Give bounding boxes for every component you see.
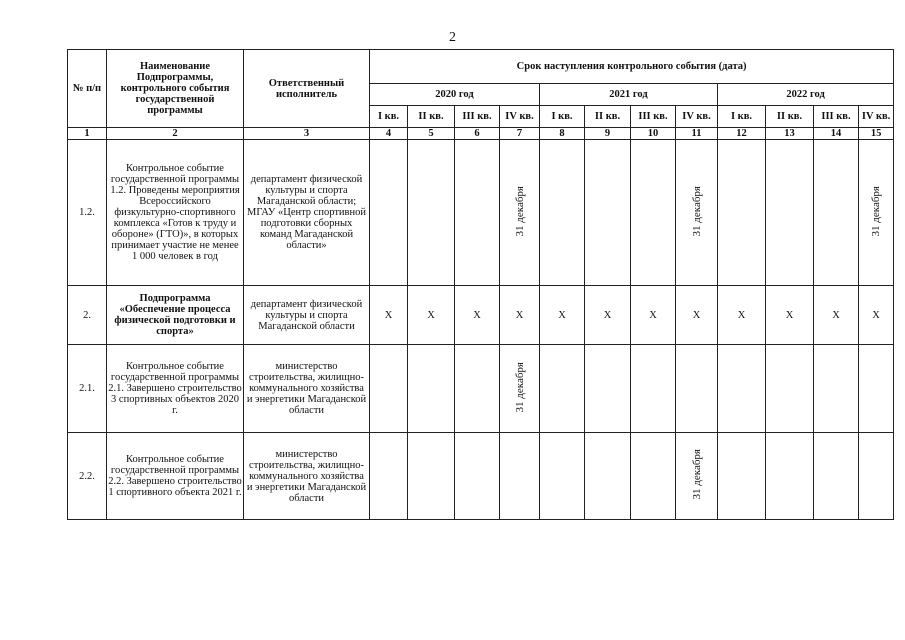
column-number: 8 (540, 128, 585, 140)
header-quarter: II кв. (585, 106, 631, 128)
quarter-cell (408, 140, 455, 286)
table-row (68, 140, 894, 286)
row-number: 1.2. (68, 140, 107, 286)
column-number-row (68, 128, 894, 140)
page-number: 2 (449, 30, 456, 45)
row-number: 2.1. (68, 345, 107, 433)
header-row-1 (68, 50, 894, 84)
quarter-cell (766, 140, 814, 286)
header-year-2021: 2021 год (540, 84, 718, 106)
quarter-cell (631, 433, 676, 520)
header-quarter: III кв. (455, 106, 500, 128)
column-number: 5 (408, 128, 455, 140)
quarter-cell: Х (814, 286, 859, 345)
header-quarter: IV кв. (676, 106, 718, 128)
quarter-cell (585, 345, 631, 433)
quarter-cell: Х (500, 286, 540, 345)
header-quarter: IV кв. (859, 106, 894, 128)
column-number: 1 (68, 128, 107, 140)
quarter-cell (540, 140, 585, 286)
responsible-executor: департамент физической культуры и спорта Магаданской области; МГАУ «Центр спортивной подготовки сборных команд Магаданской области» (244, 140, 370, 286)
quarter-cell (455, 433, 500, 520)
quarter-cell (814, 140, 859, 286)
quarter-cell (500, 345, 540, 433)
quarter-cell (540, 433, 585, 520)
quarter-cell (676, 433, 718, 520)
quarter-cell (718, 140, 766, 286)
column-number: 3 (244, 128, 370, 140)
quarter-cell: Х (718, 286, 766, 345)
event-name: Контрольное событие государственной программы 2.1. Завершено строительство 3 спортивных объектов 2020 г. (107, 345, 244, 433)
quarter-cell (814, 345, 859, 433)
quarter-cell (585, 433, 631, 520)
quarter-cell (370, 345, 408, 433)
quarter-cell (370, 433, 408, 520)
header-quarter: II кв. (408, 106, 455, 128)
control-events-table (67, 49, 894, 520)
row-number: 2.2. (68, 433, 107, 520)
deadline-date: 31 декабря (690, 185, 703, 237)
header-quarter: I кв. (718, 106, 766, 128)
header-quarter: I кв. (540, 106, 585, 128)
column-number: 4 (370, 128, 408, 140)
responsible-executor: министерство строительства, жилищно-коммунального хозяйства и энергетики Магаданской области (244, 433, 370, 520)
quarter-cell (718, 433, 766, 520)
quarter-cell (455, 345, 500, 433)
deadline-date: 31 декабря (513, 361, 526, 413)
event-name: Контрольное событие государственной программы 2.2. Завершено строительство 1 спортивного объекта 2021 г. (107, 433, 244, 520)
quarter-cell (370, 140, 408, 286)
header-period: Срок наступления контрольного события (дата) (370, 50, 894, 84)
column-number: 9 (585, 128, 631, 140)
quarter-cell (500, 140, 540, 286)
quarter-cell: Х (631, 286, 676, 345)
quarter-cell: Х (676, 286, 718, 345)
header-year-2022: 2022 год (718, 84, 894, 106)
quarter-cell (676, 140, 718, 286)
quarter-cell (408, 433, 455, 520)
quarter-cell (585, 140, 631, 286)
column-number: 11 (676, 128, 718, 140)
column-number: 10 (631, 128, 676, 140)
column-number: 7 (500, 128, 540, 140)
table-row (68, 433, 894, 520)
table-row (68, 286, 894, 345)
quarter-cell (859, 433, 894, 520)
quarter-cell (814, 433, 859, 520)
quarter-cell: Х (370, 286, 408, 345)
event-name: Контрольное событие государственной программы 1.2. Проведены мероприятия Всероссийского физкультурно-спортивного комплекса «Готов к труду и обороне» (ГТО)», в которых принимает участие не менее 1 000 человек в год (107, 140, 244, 286)
header-quarter: IV кв. (500, 106, 540, 128)
quarter-cell: Х (766, 286, 814, 345)
column-number: 13 (766, 128, 814, 140)
quarter-cell (631, 140, 676, 286)
row-number: 2. (68, 286, 107, 345)
quarter-cell (408, 345, 455, 433)
column-number: 6 (455, 128, 500, 140)
quarter-cell: Х (540, 286, 585, 345)
quarter-cell (859, 345, 894, 433)
quarter-cell: Х (859, 286, 894, 345)
quarter-cell (500, 433, 540, 520)
deadline-date: 31 декабря (870, 185, 883, 237)
table-row (68, 345, 894, 433)
header-responsible: Ответственный исполнитель (244, 50, 370, 128)
quarter-cell (631, 345, 676, 433)
column-number: 12 (718, 128, 766, 140)
header-quarter: I кв. (370, 106, 408, 128)
header-year-2020: 2020 год (370, 84, 540, 106)
quarter-cell (766, 345, 814, 433)
header-quarter: II кв. (766, 106, 814, 128)
column-number: 2 (107, 128, 244, 140)
column-number: 15 (859, 128, 894, 140)
column-number: 14 (814, 128, 859, 140)
deadline-date: 31 декабря (690, 449, 703, 500)
quarter-cell: Х (455, 286, 500, 345)
quarter-cell (718, 345, 766, 433)
quarter-cell (859, 140, 894, 286)
quarter-cell (540, 345, 585, 433)
deadline-date: 31 декабря (513, 185, 526, 237)
quarter-cell: Х (585, 286, 631, 345)
quarter-cell (766, 433, 814, 520)
header-quarter: III кв. (631, 106, 676, 128)
responsible-executor: департамент физической культуры и спорта Магаданской области (244, 286, 370, 345)
header-name: Наименование Подпрограммы, контрольного события государственной программы (107, 50, 244, 128)
quarter-cell (455, 140, 500, 286)
subprogram-name: Подпрограмма «Обеспечение процесса физической подготовки и спорта» (107, 286, 244, 345)
responsible-executor: министерство строительства, жилищно-коммунального хозяйства и энергетики Магаданской области (244, 345, 370, 433)
quarter-cell (676, 345, 718, 433)
header-quarter: III кв. (814, 106, 859, 128)
quarter-cell: Х (408, 286, 455, 345)
header-num: № п/п (68, 50, 107, 128)
